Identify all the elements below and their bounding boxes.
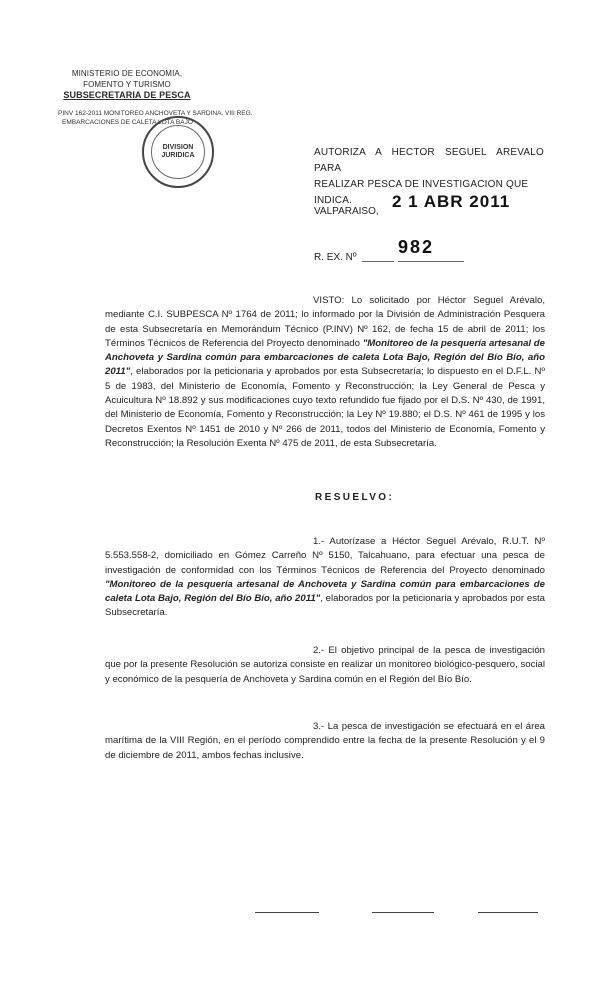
city: VALPARAISO, (314, 206, 379, 217)
resolution-underline-left (362, 261, 394, 262)
resolution-underline-right (398, 261, 464, 262)
subject-line-1: AUTORIZA A HECTOR SEGUEL AREVALO PARA (314, 147, 544, 174)
division-juridica-stamp (142, 116, 214, 188)
item-1-project-title: "Monitoreo de la pesquería artesanal de Anchoveta y Sardina común para embarcaciones de caleta Lota Bajo, Región del Bío Bío, año 2011" (105, 578, 545, 605)
visto-rest: , elaborados por la peticionaria y aprobados por esta Subsecretaría; lo dispuesto en el D.F.L. Nº 5 de 1983, del Ministerio de Economía, Fomento y Reconstrucción; la Ley General de Pesca y Acuicultura Nº 18.892 y sus modificaciones cuyo texto refundido fue fijado por el D.S. Nº 430, de 1991, del Ministerio de Economía, Fomento y Reconstrucción; la Ley Nº 19.880; el D.S. Nº 461 de 1995 y los Decretos Exentos Nº 1451 de 2010 y Nº 266 de 2011, todos del Ministerio de Economía, Fomento y Reconstrucción; la Resolución Exenta Nº 475 de 2011, de esta Subsecretaría. (105, 366, 545, 449)
letterhead (52, 68, 202, 101)
resuelvo-heading: RESUELVO: (315, 492, 395, 503)
visto-paragraph (105, 294, 545, 451)
reference-line-2: EMBARCACIONES DE CALETA LOTA BAJO (62, 119, 193, 126)
ministry-line-2: FOMENTO Y TURISMO (83, 80, 171, 89)
stamp-text-1: DIVISION (162, 144, 194, 151)
initials-line-1 (255, 912, 319, 913)
stamp-center (151, 125, 205, 179)
item-1 (105, 535, 545, 621)
item-2: 2.- El objetivo principal de la pesca de investigación que por la presente Resolución se autoriza consiste en realizar un monitoreo biológico-pesquero, social y económico de la pesquería de Anchoveta y Sardina común en el Región del Bío Bío. (105, 645, 545, 685)
stamp-text-2: JURIDICA (161, 152, 195, 159)
item-1-rest: , elaborados por la peticionaria y aprobados por esta Subsecretaría. (105, 593, 545, 619)
item-3: 3.- La pesca de investigación se efectuará en el área marítima de la VIII Región, en el período comprendido entre la fecha de la presente Resolución y el 9 de diciembre de 2011, ambos fechas inclusive. (105, 721, 545, 761)
item-1-lead: 1.- Autorízase a Héctor Seguel Arévalo, R.U.T. Nº 5.553.558-2, domiciliado en Gómez Carreño Nº 5150, Talcahuano, para efectuar una pesca de investigación de conformidad con los Términos Técnicos de Referencia del Proyecto denominado (105, 536, 545, 576)
visto-project-title: "Monitoreo de la pesquería artesanal de Anchoveta y Sardina común para embarcaciones de caleta Lota Bajo, Región del Bío Bío, año 2011" (105, 337, 545, 378)
resolution-number: 982 (398, 237, 435, 257)
resolution-label: R. EX. Nº (314, 252, 357, 263)
reference-line-1: PINV 162-2011 MONITOREO ANCHOVETA Y SARDINA, VIII REG. (58, 110, 253, 117)
visto-lead: VISTO: Lo solicitado por Héctor Seguel Arévalo, mediante C.I. SUBPESCA Nº 1764 de 2011; lo informado por la División de Administración Pesquera de esta Subsecretaría en Memorándum Técnico (P.INV) Nº 162, de fecha 15 de abril de 2011; los Términos Técnicos de Referencia del Proyecto denominado (105, 295, 545, 349)
date-stamp: 2 1 ABR 2011 (392, 192, 511, 211)
subsecretaria-name: SUBSECRETARIA DE PESCA (63, 90, 191, 100)
ministry-line-1: MINISTERIO DE ECONOMIA, (71, 69, 183, 78)
subject-line-2: REALIZAR PESCA DE INVESTIGACION QUE INDICA. (314, 179, 529, 206)
initials-line-3 (478, 912, 538, 913)
initials-line-2 (372, 912, 434, 913)
